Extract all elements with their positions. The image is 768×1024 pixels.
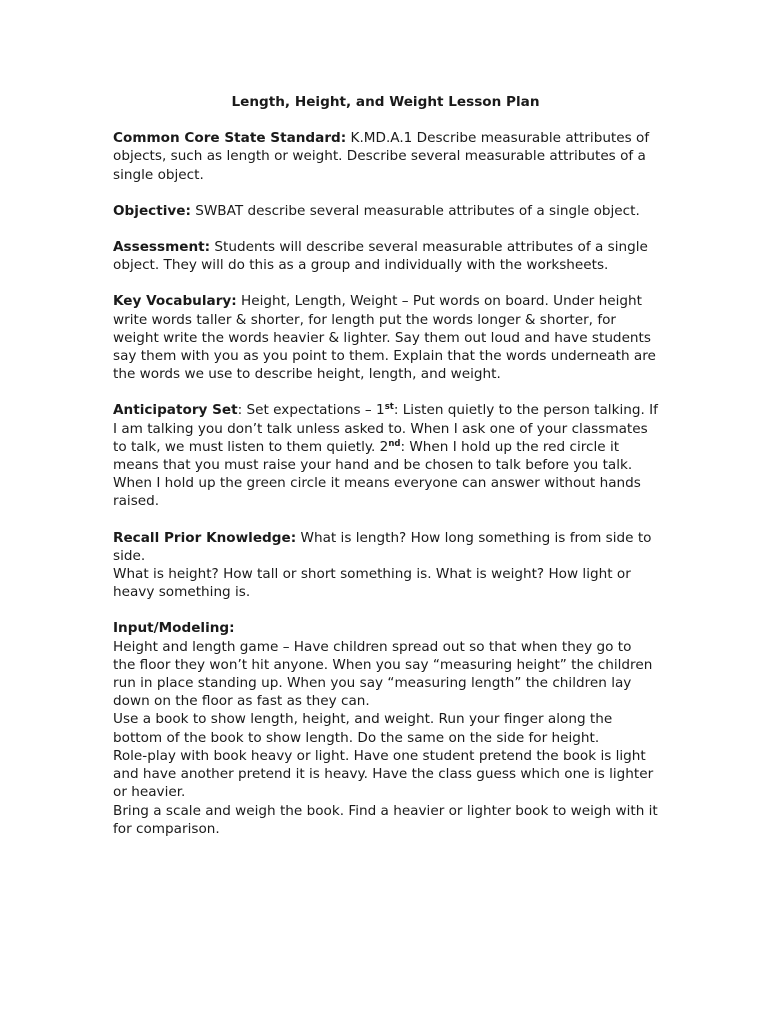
vocabulary-paragraph bbox=[113, 292, 658, 383]
vocabulary-label: Key Vocabulary: bbox=[113, 293, 237, 310]
assessment-label: Assessment: bbox=[113, 239, 211, 256]
vocabulary-section bbox=[113, 292, 658, 383]
assessment-section bbox=[113, 238, 658, 274]
recall-section bbox=[113, 529, 658, 602]
input-paragraph: Bring a scale and weigh the book. Find a heavier or lighter book to weigh with it for comparison. bbox=[113, 802, 658, 837]
first-superscript: st bbox=[384, 402, 394, 413]
assessment-text: Students will describe several measurable attributes of a single object. They will do this as a group and individually with the worksheets. bbox=[113, 239, 648, 274]
objective-section bbox=[113, 202, 658, 220]
document-title: Length, Height, and Weight Lesson Plan bbox=[231, 94, 540, 110]
second-superscript: nd bbox=[388, 438, 401, 449]
input-paragraph: Role-play with book heavy or light. Have one student pretend the book is light and have another pretend it is heavy. Have the class guess which one is lighter or heavier. bbox=[113, 747, 654, 801]
document-page bbox=[113, 93, 658, 856]
standard-label: Common Core State Standard: bbox=[113, 130, 347, 147]
objective-text: SWBAT describe several measurable attributes of a single object. bbox=[190, 202, 640, 219]
recall-text-1: What is length? How long something is from side to side. bbox=[113, 529, 652, 564]
input-section bbox=[113, 619, 658, 837]
vocabulary-text: Height, Length, Weight – Put words on board. Under height write words taller & shorter, for length put the words longer & shorter, for weight write the words heavier & lighter. Say them out loud and have students say them with you as you point to them. Explain that the words underneath are the words we use to describe height, length, and weight. bbox=[113, 293, 656, 383]
assessment-paragraph bbox=[113, 238, 658, 274]
objective-paragraph bbox=[113, 202, 658, 220]
standard-section bbox=[113, 129, 658, 184]
anticipatory-paragraph bbox=[113, 401, 658, 510]
objective-label: Objective: bbox=[113, 202, 191, 219]
anticipatory-text-2: : Listen quietly to the person talking. If I am talking you don’t talk unless asked to. When I ask one of your classmates to talk, we must listen to them quietly. 2 bbox=[113, 402, 658, 455]
recall-paragraph-2: What is height? How tall or short something is. What is weight? How light or heavy something is. bbox=[113, 566, 631, 601]
anticipatory-label: Anticipatory Set bbox=[113, 402, 238, 419]
standard-text: K.MD.A.1 Describe measurable attributes of objects, such as length or weight. Describe several measurable attributes of a single object. bbox=[113, 130, 650, 183]
recall-label: Recall Prior Knowledge: bbox=[113, 529, 297, 546]
anticipatory-text-3: : When I hold up the red circle it means that you must raise your hand and be chosen to talk before you talk. When I hold up the green circle it means everyone can answer without hands raised. bbox=[113, 438, 641, 510]
input-paragraph: Height and length game – Have children spread out so that when they go to the floor they won’t hit anyone. When you say “measuring height” the children run in place standing up. When you say “measuring length” the children lay down on the floor as fast as they can. bbox=[113, 638, 653, 710]
recall-paragraph-1 bbox=[113, 529, 658, 565]
standard-paragraph bbox=[113, 129, 658, 184]
input-label: Input/Modeling: bbox=[113, 620, 235, 637]
input-paragraph: Use a book to show length, height, and weight. Run your finger along the bottom of the book to show length. Do the same on the side for height. bbox=[113, 711, 613, 746]
anticipatory-text-1: : Set expectations – 1 bbox=[237, 402, 385, 419]
anticipatory-section bbox=[113, 401, 658, 510]
